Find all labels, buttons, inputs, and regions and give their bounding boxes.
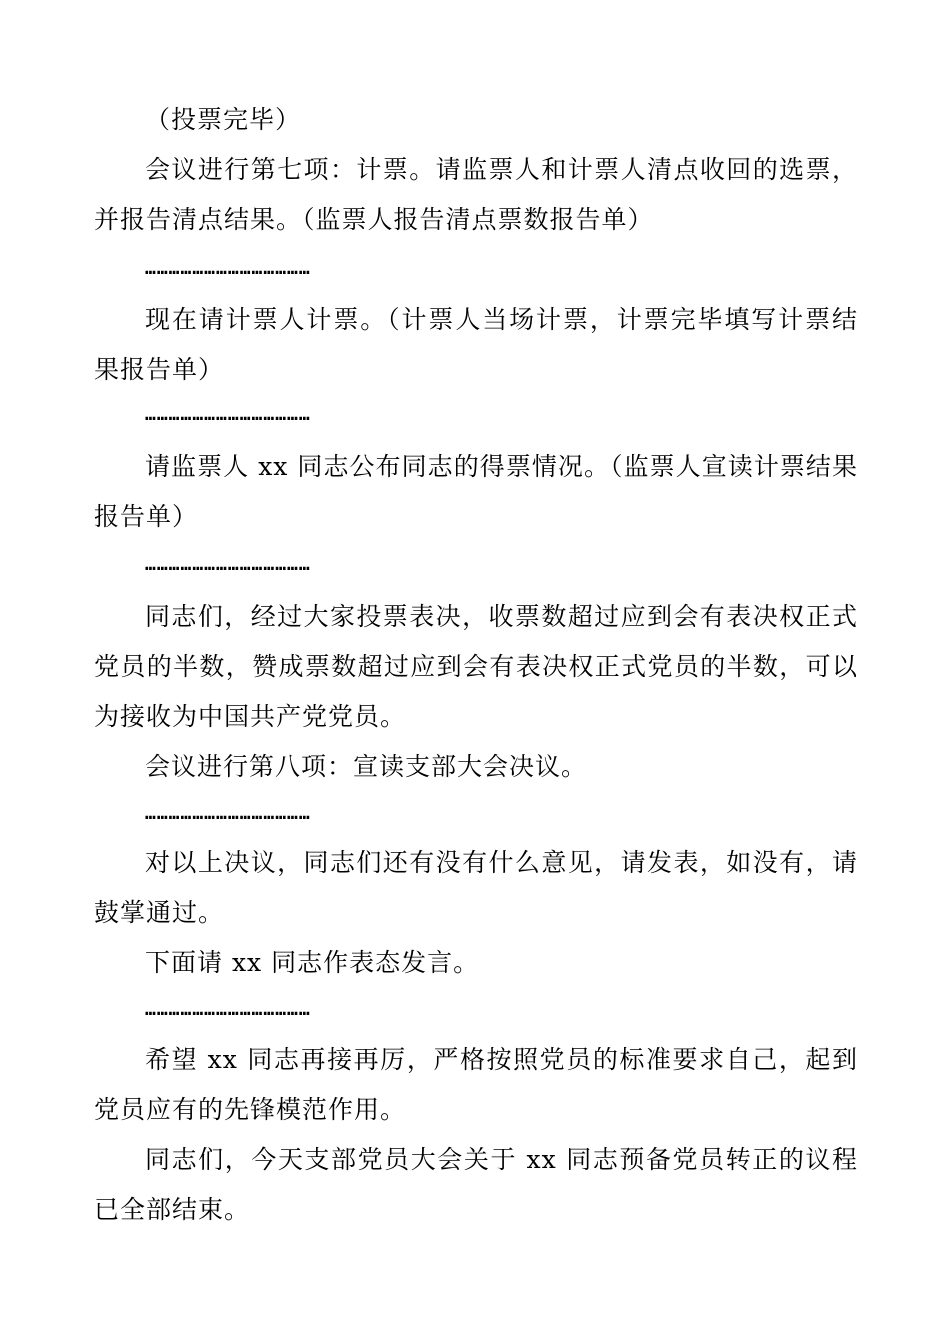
ellipsis-divider: …………………………………… <box>145 258 311 279</box>
paragraph-statement-speech: 下面请 xx 同志作表态发言。 <box>145 948 480 977</box>
paragraph-announce-votes: 请监票人 xx 同志公布同志的得票情况。（监票人宣读计票结果报告单） <box>94 452 858 531</box>
ellipsis-divider: …………………………………… <box>145 999 311 1020</box>
document-body-3 <box>94 442 858 542</box>
document-body-5 <box>94 838 858 988</box>
document-body-4 <box>94 592 858 792</box>
document-body-2 <box>94 295 858 395</box>
document-body <box>94 95 858 245</box>
paragraph-item-eight-resolution: 会议进行第八项：宣读支部大会决议。 <box>145 752 588 781</box>
paragraph-counter-counting: 现在请计票人计票。（计票人当场计票，计票完毕填写计票结果报告单） <box>94 305 858 384</box>
paragraph-approve-resolution: 对以上决议，同志们还有没有什么意见，请发表，如没有，请鼓掌通过。 <box>94 848 858 927</box>
paragraph-vote-result: 同志们，经过大家投票表决，收票数超过应到会有表决权正式党员的半数，赞成票数超过应到会有表决权正式党员的半数，可以为接收为中国共产党党员。 <box>94 602 858 731</box>
ellipsis-divider: …………………………………… <box>145 554 311 575</box>
paragraph-voting-complete: （投票完毕） <box>145 105 302 134</box>
document-body-6 <box>94 1035 858 1235</box>
ellipsis-divider: …………………………………… <box>145 404 311 425</box>
paragraph-closing: 同志们，今天支部党员大会关于 xx 同志预备党员转正的议程已全部结束。 <box>94 1145 858 1224</box>
ellipsis-divider: …………………………………… <box>145 803 311 824</box>
paragraph-encouragement: 希望 xx 同志再接再厉，严格按照党员的标准要求自己，起到党员应有的先锋模范作用。 <box>94 1045 858 1124</box>
paragraph-item-seven-counting: 会议进行第七项：计票。请监票人和计票人清点收回的选票，并报告清点结果。（监票人报告清点票数报告单） <box>94 155 858 234</box>
